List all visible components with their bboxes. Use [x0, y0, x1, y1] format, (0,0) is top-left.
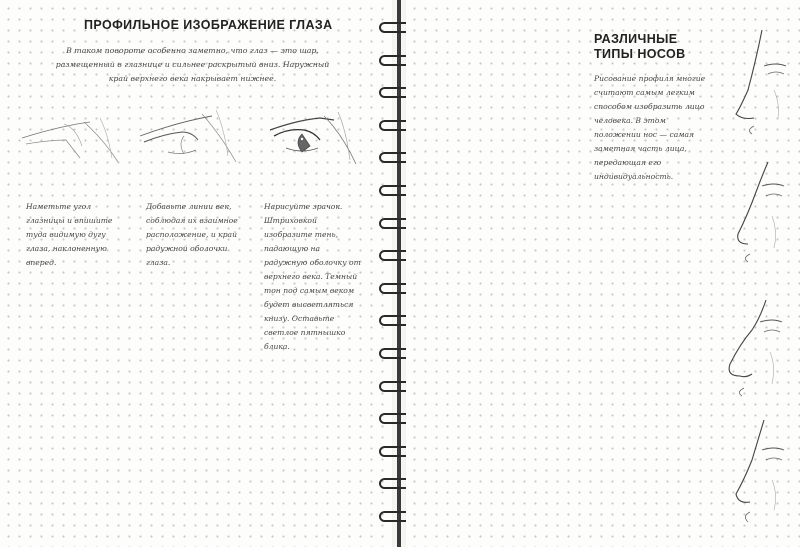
eye-sketch-step-2	[138, 106, 248, 186]
eye-sketch-step-1	[20, 110, 130, 185]
nose-sketch-2	[722, 162, 800, 272]
nose-sketch-4	[722, 420, 800, 530]
eye-sketch-step-3	[258, 106, 368, 186]
eye-profile-intro: В таком повороте особенно заметно, что глаз — это шар, размещенный в глазнице и сильнее раскрытый вниз. Наружный край верхнего века накрывает нижнее.	[55, 46, 330, 83]
step-3-text: Нарисуйте зрачок. Штриховкой изобразите тень, падающую на радужную оболочку от верхнего века. Темный тон под самым веком будет высветляться книзу. Оставьте светлое пятнышко блика.	[264, 202, 361, 351]
nose-types-title: РАЗЛИЧНЫЕ ТИПЫ НОСОВ	[594, 32, 686, 61]
nose-sketch-3	[722, 300, 800, 410]
binding-spine	[397, 0, 401, 547]
step-2-text: Добавьте линии век, соблюдая их взаимное расположение, и край радужной оболочки глаза.	[146, 202, 238, 267]
step-1-text: Наметьте угол глазницы и впишите туда видимую дугу глаза, наклоненную вперед.	[26, 202, 113, 267]
eye-profile-title: ПРОФИЛЬНОЕ ИЗОБРАЖЕНИЕ ГЛАЗА	[84, 18, 333, 32]
nose-types-text: Рисование профиля многие считают самым легким способом изобразить лицо человека. В этом положении нос — самая заметная часть лица, передающая его индивидуальность.	[594, 74, 706, 181]
nose-sketch-1	[722, 30, 800, 140]
